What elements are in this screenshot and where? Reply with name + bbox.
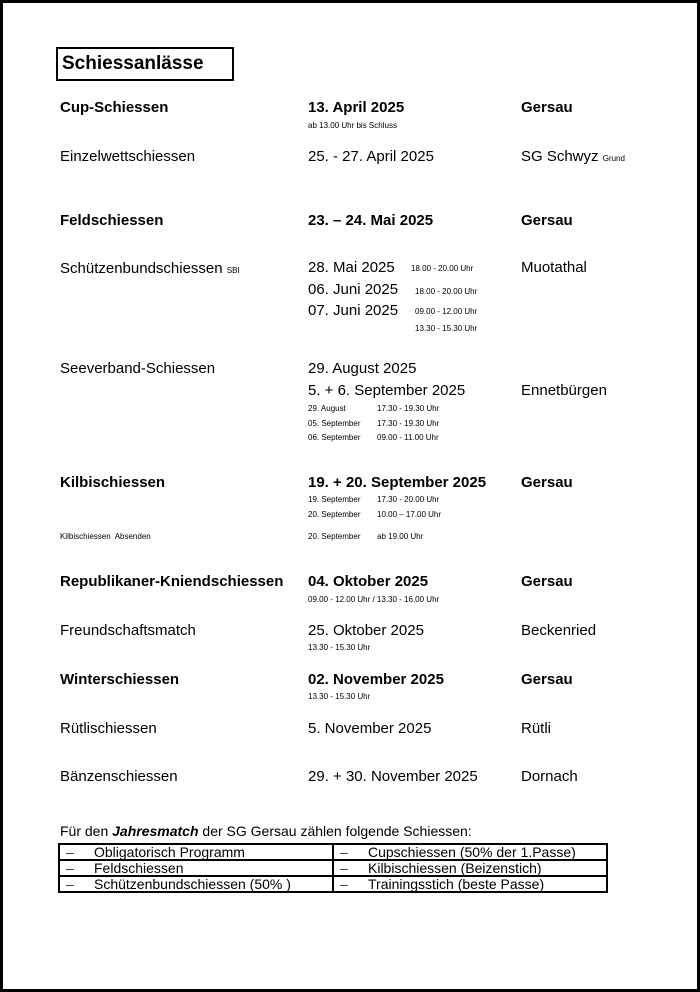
event-date: 5. + 6. September 2025 [308, 382, 466, 399]
schedule-day: 05. September [308, 419, 361, 428]
cell-text: Schützenbundschiessen (50% ) [94, 876, 291, 892]
event-name: Kilbischiessen [60, 474, 166, 491]
event-time: 18.00 - 20.00 Uhr [411, 264, 474, 273]
event-place [521, 148, 625, 168]
schedule-day: 29. August [308, 404, 346, 413]
event-name: Feldschiessen [60, 212, 164, 229]
event-place: Gersau [521, 474, 573, 491]
dash-bullet: – [66, 844, 74, 860]
event-date: 23. – 24. Mai 2025 [308, 212, 434, 229]
event-date: 13. April 2025 [308, 99, 405, 116]
event-date: 25. Oktober 2025 [308, 622, 424, 639]
event-name: Bänzenschiessen [60, 768, 178, 785]
dash-bullet: – [340, 844, 348, 860]
table-row [59, 876, 607, 892]
table-cell [59, 860, 333, 876]
jahresmatch-intro [60, 823, 472, 839]
schedule-day: 06. September [308, 433, 361, 442]
table-row [59, 860, 607, 876]
event-detail: 09.00 - 12.00 Uhr / 13.30 - 16.00 Uhr [308, 595, 440, 604]
cell-text: Kilbischiessen (Beizenstich) [368, 860, 542, 876]
cell-text: Cupschiessen (50% der 1.Passe) [368, 844, 576, 860]
event-date: 29. August 2025 [308, 360, 417, 377]
event-detail: 13.30 - 15.30 Uhr [308, 643, 371, 652]
event-date: 07. Juni 2025 [308, 302, 399, 319]
event-date: 28. Mai 2025 [308, 259, 395, 276]
event-detail: 13.30 - 15.30 Uhr [308, 692, 371, 701]
event-place: Rütli [521, 720, 552, 737]
event-name: Rütlischiessen [60, 720, 157, 737]
event-date: 02. November 2025 [308, 671, 444, 688]
event-name-note: SBI [226, 266, 240, 275]
event-time: 18.00 - 20.00 Uhr [415, 287, 478, 296]
event-name: Freundschaftsmatch [60, 622, 196, 639]
schedule-time: 17.30 - 20.00 Uhr [377, 495, 440, 504]
schedule-time: 10.00 – 17.00 Uhr [377, 510, 442, 519]
event-name: Kilbischiessen Absenden [60, 532, 151, 541]
table-cell [59, 876, 333, 892]
schedule-day: 20. September [308, 532, 361, 541]
jahresmatch-table [58, 843, 608, 893]
event-name-text: Schützenbundschiessen [60, 260, 223, 277]
event-place: Beckenried [521, 622, 597, 639]
intro-emphasis: Jahresmatch [112, 823, 199, 839]
event-place-name: SG Schwyz [521, 148, 599, 165]
table-cell [59, 844, 333, 860]
event-date: 25. - 27. April 2025 [308, 148, 434, 165]
cell-text: Trainingsstich (beste Passe) [368, 876, 545, 892]
schedule-time: 17.30 - 19.30 Uhr [377, 419, 440, 428]
event-name: Cup-Schiessen [60, 99, 169, 116]
event-detail: ab 13.00 Uhr bis Schluss [308, 121, 397, 130]
table-cell [333, 844, 607, 860]
event-place: Gersau [521, 212, 573, 229]
event-name: Einzelwettschiessen [60, 148, 196, 165]
dash-bullet: – [66, 876, 74, 892]
event-name: Winterschiessen [60, 671, 180, 688]
schedule-day: 19. September [308, 495, 361, 504]
table-row [59, 844, 607, 860]
dash-bullet: – [340, 860, 348, 876]
table-cell [333, 876, 607, 892]
schedule-day: 20. September [308, 510, 361, 519]
event-name: Seeverband-Schiessen [60, 360, 216, 377]
event-place: Gersau [521, 99, 573, 116]
event-date: 29. + 30. November 2025 [308, 768, 478, 785]
event-place: Ennetbürgen [521, 382, 607, 399]
dash-bullet: – [66, 860, 74, 876]
intro-prefix: Für den [60, 823, 113, 839]
table-cell [333, 860, 607, 876]
page-title: Schiessanlässe [56, 47, 234, 81]
schedule-time: ab 19.00 Uhr [377, 532, 424, 541]
cell-text: Feldschiessen [94, 860, 184, 876]
intro-suffix: der SG Gersau zählen folgende Schiessen: [198, 823, 472, 839]
event-place: Muotathal [521, 259, 587, 276]
event-date: 5. November 2025 [308, 720, 432, 737]
event-place-note: Grund [602, 154, 625, 163]
event-time: 13.30 - 15.30 Uhr [415, 324, 478, 333]
event-date: 06. Juni 2025 [308, 281, 399, 298]
event-date: 04. Oktober 2025 [308, 573, 429, 590]
schedule-time: 09.00 - 11.00 Uhr [377, 433, 439, 442]
event-name [60, 260, 240, 280]
event-time: 09.00 - 12.00 Uhr [415, 307, 478, 316]
schedule-time: 17.30 - 19.30 Uhr [377, 404, 440, 413]
event-place: Gersau [521, 573, 573, 590]
dash-bullet: – [340, 876, 348, 892]
event-name: Republikaner-Kniendschiessen [60, 573, 284, 590]
cell-text: Obligatorisch Programm [94, 844, 245, 860]
event-place: Gersau [521, 671, 573, 688]
event-date: 19. + 20. September 2025 [308, 474, 487, 491]
event-place: Dornach [521, 768, 578, 785]
